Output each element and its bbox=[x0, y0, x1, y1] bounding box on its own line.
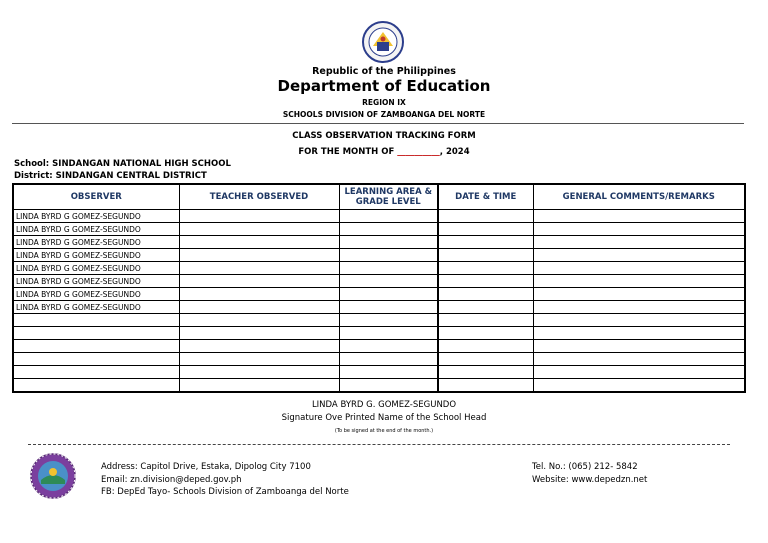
table-cell[interactable] bbox=[179, 236, 339, 249]
table-cell[interactable] bbox=[533, 210, 745, 223]
table-cell[interactable] bbox=[339, 288, 438, 301]
table-cell[interactable] bbox=[339, 327, 438, 340]
col-header-observer: OBSERVER bbox=[13, 184, 179, 210]
table-row bbox=[13, 379, 745, 393]
school-head-name: LINDA BYRD G. GOMEZ-SEGUNDO bbox=[311, 400, 457, 410]
table-cell[interactable] bbox=[339, 236, 438, 249]
deped-seal-logo bbox=[355, 20, 411, 64]
signature-note: (To be signed at the end of the month.) bbox=[334, 428, 434, 434]
table-cell[interactable] bbox=[13, 340, 179, 353]
table-cell[interactable] bbox=[179, 275, 339, 288]
table-row bbox=[13, 340, 745, 353]
table-cell[interactable] bbox=[179, 249, 339, 262]
table-cell[interactable] bbox=[438, 288, 533, 301]
table-cell[interactable] bbox=[438, 262, 533, 275]
table-cell[interactable]: LINDA BYRD G GOMEZ-SEGUNDO bbox=[13, 223, 179, 236]
table-cell[interactable] bbox=[438, 353, 533, 366]
table-cell[interactable] bbox=[339, 301, 438, 314]
form-title: CLASS OBSERVATION TRACKING FORM bbox=[292, 131, 476, 141]
table-cell[interactable] bbox=[438, 327, 533, 340]
division-seal-logo bbox=[29, 452, 77, 500]
col-header-date-time: DATE & TIME bbox=[438, 184, 533, 210]
division-heading: SCHOOLS DIVISION OF ZAMBOANGA DEL NORTE bbox=[282, 110, 486, 119]
table-cell[interactable] bbox=[438, 210, 533, 223]
table-cell[interactable] bbox=[533, 379, 745, 393]
table-cell[interactable] bbox=[179, 314, 339, 327]
header-divider bbox=[12, 123, 744, 124]
footer-email[interactable]: Email: zn.division@deped.gov.ph bbox=[101, 474, 242, 485]
table-cell[interactable] bbox=[339, 249, 438, 262]
table-cell[interactable] bbox=[533, 340, 745, 353]
table-cell[interactable] bbox=[13, 379, 179, 393]
table-row bbox=[13, 262, 745, 275]
table-header-row bbox=[13, 184, 745, 210]
table-cell[interactable] bbox=[438, 314, 533, 327]
month-blank[interactable]: __________ bbox=[397, 147, 440, 157]
table-cell[interactable]: LINDA BYRD G GOMEZ-SEGUNDO bbox=[13, 210, 179, 223]
table-cell[interactable] bbox=[533, 223, 745, 236]
table-cell[interactable] bbox=[179, 223, 339, 236]
school-label: School: SINDANGAN NATIONAL HIGH SCHOOL bbox=[14, 159, 231, 169]
table-cell[interactable] bbox=[179, 340, 339, 353]
region-heading: REGION IX bbox=[362, 98, 406, 107]
table-cell[interactable] bbox=[438, 301, 533, 314]
signature-caption: Signature Ove Printed Name of the School Head bbox=[281, 413, 487, 423]
table-cell[interactable] bbox=[533, 275, 745, 288]
table-cell[interactable]: LINDA BYRD G GOMEZ-SEGUNDO bbox=[13, 236, 179, 249]
table-cell[interactable]: LINDA BYRD G GOMEZ-SEGUNDO bbox=[13, 262, 179, 275]
footer-facebook[interactable]: FB: DepEd Tayo- Schools Division of Zamboanga del Norte bbox=[101, 487, 349, 497]
table-row bbox=[13, 353, 745, 366]
table-cell[interactable] bbox=[13, 327, 179, 340]
table-cell[interactable] bbox=[533, 353, 745, 366]
col-header-learning-area: LEARNING AREA & GRADE LEVEL bbox=[339, 184, 438, 210]
table-cell[interactable] bbox=[533, 366, 745, 379]
table-row bbox=[13, 366, 745, 379]
col-header-remarks: GENERAL COMMENTS/REMARKS bbox=[533, 184, 745, 210]
republic-heading: Republic of the Philippines bbox=[312, 66, 456, 77]
table-cell[interactable] bbox=[339, 353, 438, 366]
table-cell[interactable] bbox=[438, 223, 533, 236]
table-row bbox=[13, 288, 745, 301]
table-cell[interactable] bbox=[339, 314, 438, 327]
table-cell[interactable] bbox=[438, 275, 533, 288]
table-cell[interactable]: LINDA BYRD G GOMEZ-SEGUNDO bbox=[13, 301, 179, 314]
table-cell[interactable] bbox=[533, 262, 745, 275]
form-year: , 2024 bbox=[439, 147, 470, 157]
table-cell[interactable] bbox=[438, 340, 533, 353]
table-cell[interactable] bbox=[339, 379, 438, 393]
table-cell[interactable] bbox=[179, 353, 339, 366]
district-label: District: SINDANGAN CENTRAL DISTRICT bbox=[14, 171, 207, 181]
table-cell[interactable] bbox=[438, 379, 533, 393]
table-cell[interactable] bbox=[179, 301, 339, 314]
form-month-line bbox=[0, 147, 768, 157]
footer-contact bbox=[101, 461, 349, 499]
table-cell[interactable] bbox=[533, 249, 745, 262]
table-cell[interactable]: LINDA BYRD G GOMEZ-SEGUNDO bbox=[13, 249, 179, 262]
table-row bbox=[13, 327, 745, 340]
table-cell[interactable] bbox=[339, 262, 438, 275]
table-row bbox=[13, 249, 745, 262]
observation-table bbox=[12, 183, 746, 393]
footer-phone-web bbox=[532, 461, 647, 486]
table-cell[interactable] bbox=[339, 210, 438, 223]
table-cell[interactable] bbox=[438, 249, 533, 262]
table-row bbox=[13, 301, 745, 314]
table-cell[interactable] bbox=[533, 327, 745, 340]
table-cell[interactable] bbox=[533, 301, 745, 314]
table-cell[interactable] bbox=[13, 353, 179, 366]
table-row bbox=[13, 275, 745, 288]
footer-address: Address: Capitol Drive, Estaka, Dipolog City 7100 bbox=[101, 462, 311, 472]
table-cell[interactable] bbox=[179, 262, 339, 275]
table-cell[interactable] bbox=[179, 327, 339, 340]
table-body bbox=[13, 210, 745, 393]
table-cell[interactable] bbox=[179, 379, 339, 393]
footer-telephone: Tel. No.: (065) 212- 5842 bbox=[532, 462, 638, 472]
table-cell[interactable] bbox=[339, 340, 438, 353]
table-cell[interactable] bbox=[179, 288, 339, 301]
table-cell[interactable] bbox=[179, 210, 339, 223]
table-cell[interactable] bbox=[339, 275, 438, 288]
col-header-teacher-observed: TEACHER OBSERVED bbox=[179, 184, 339, 210]
table-cell[interactable] bbox=[533, 288, 745, 301]
footer-website[interactable]: Website: www.depedzn.net bbox=[532, 474, 648, 485]
table-cell[interactable]: LINDA BYRD G GOMEZ-SEGUNDO bbox=[13, 275, 179, 288]
table-cell[interactable] bbox=[13, 314, 179, 327]
table-cell[interactable]: LINDA BYRD G GOMEZ-SEGUNDO bbox=[13, 288, 179, 301]
table-cell[interactable] bbox=[339, 223, 438, 236]
table-cell[interactable] bbox=[438, 366, 533, 379]
table-cell[interactable] bbox=[13, 366, 179, 379]
table-row bbox=[13, 314, 745, 327]
department-heading: Department of Education bbox=[277, 77, 491, 95]
table-cell[interactable] bbox=[339, 366, 438, 379]
footer-divider bbox=[28, 444, 730, 445]
table-row bbox=[13, 210, 745, 223]
table-row bbox=[13, 236, 745, 249]
month-label: FOR THE MONTH OF bbox=[298, 147, 395, 157]
table-cell[interactable] bbox=[533, 236, 745, 249]
table-cell[interactable] bbox=[438, 236, 533, 249]
table-row bbox=[13, 223, 745, 236]
table-cell[interactable] bbox=[179, 366, 339, 379]
table-cell[interactable] bbox=[533, 314, 745, 327]
